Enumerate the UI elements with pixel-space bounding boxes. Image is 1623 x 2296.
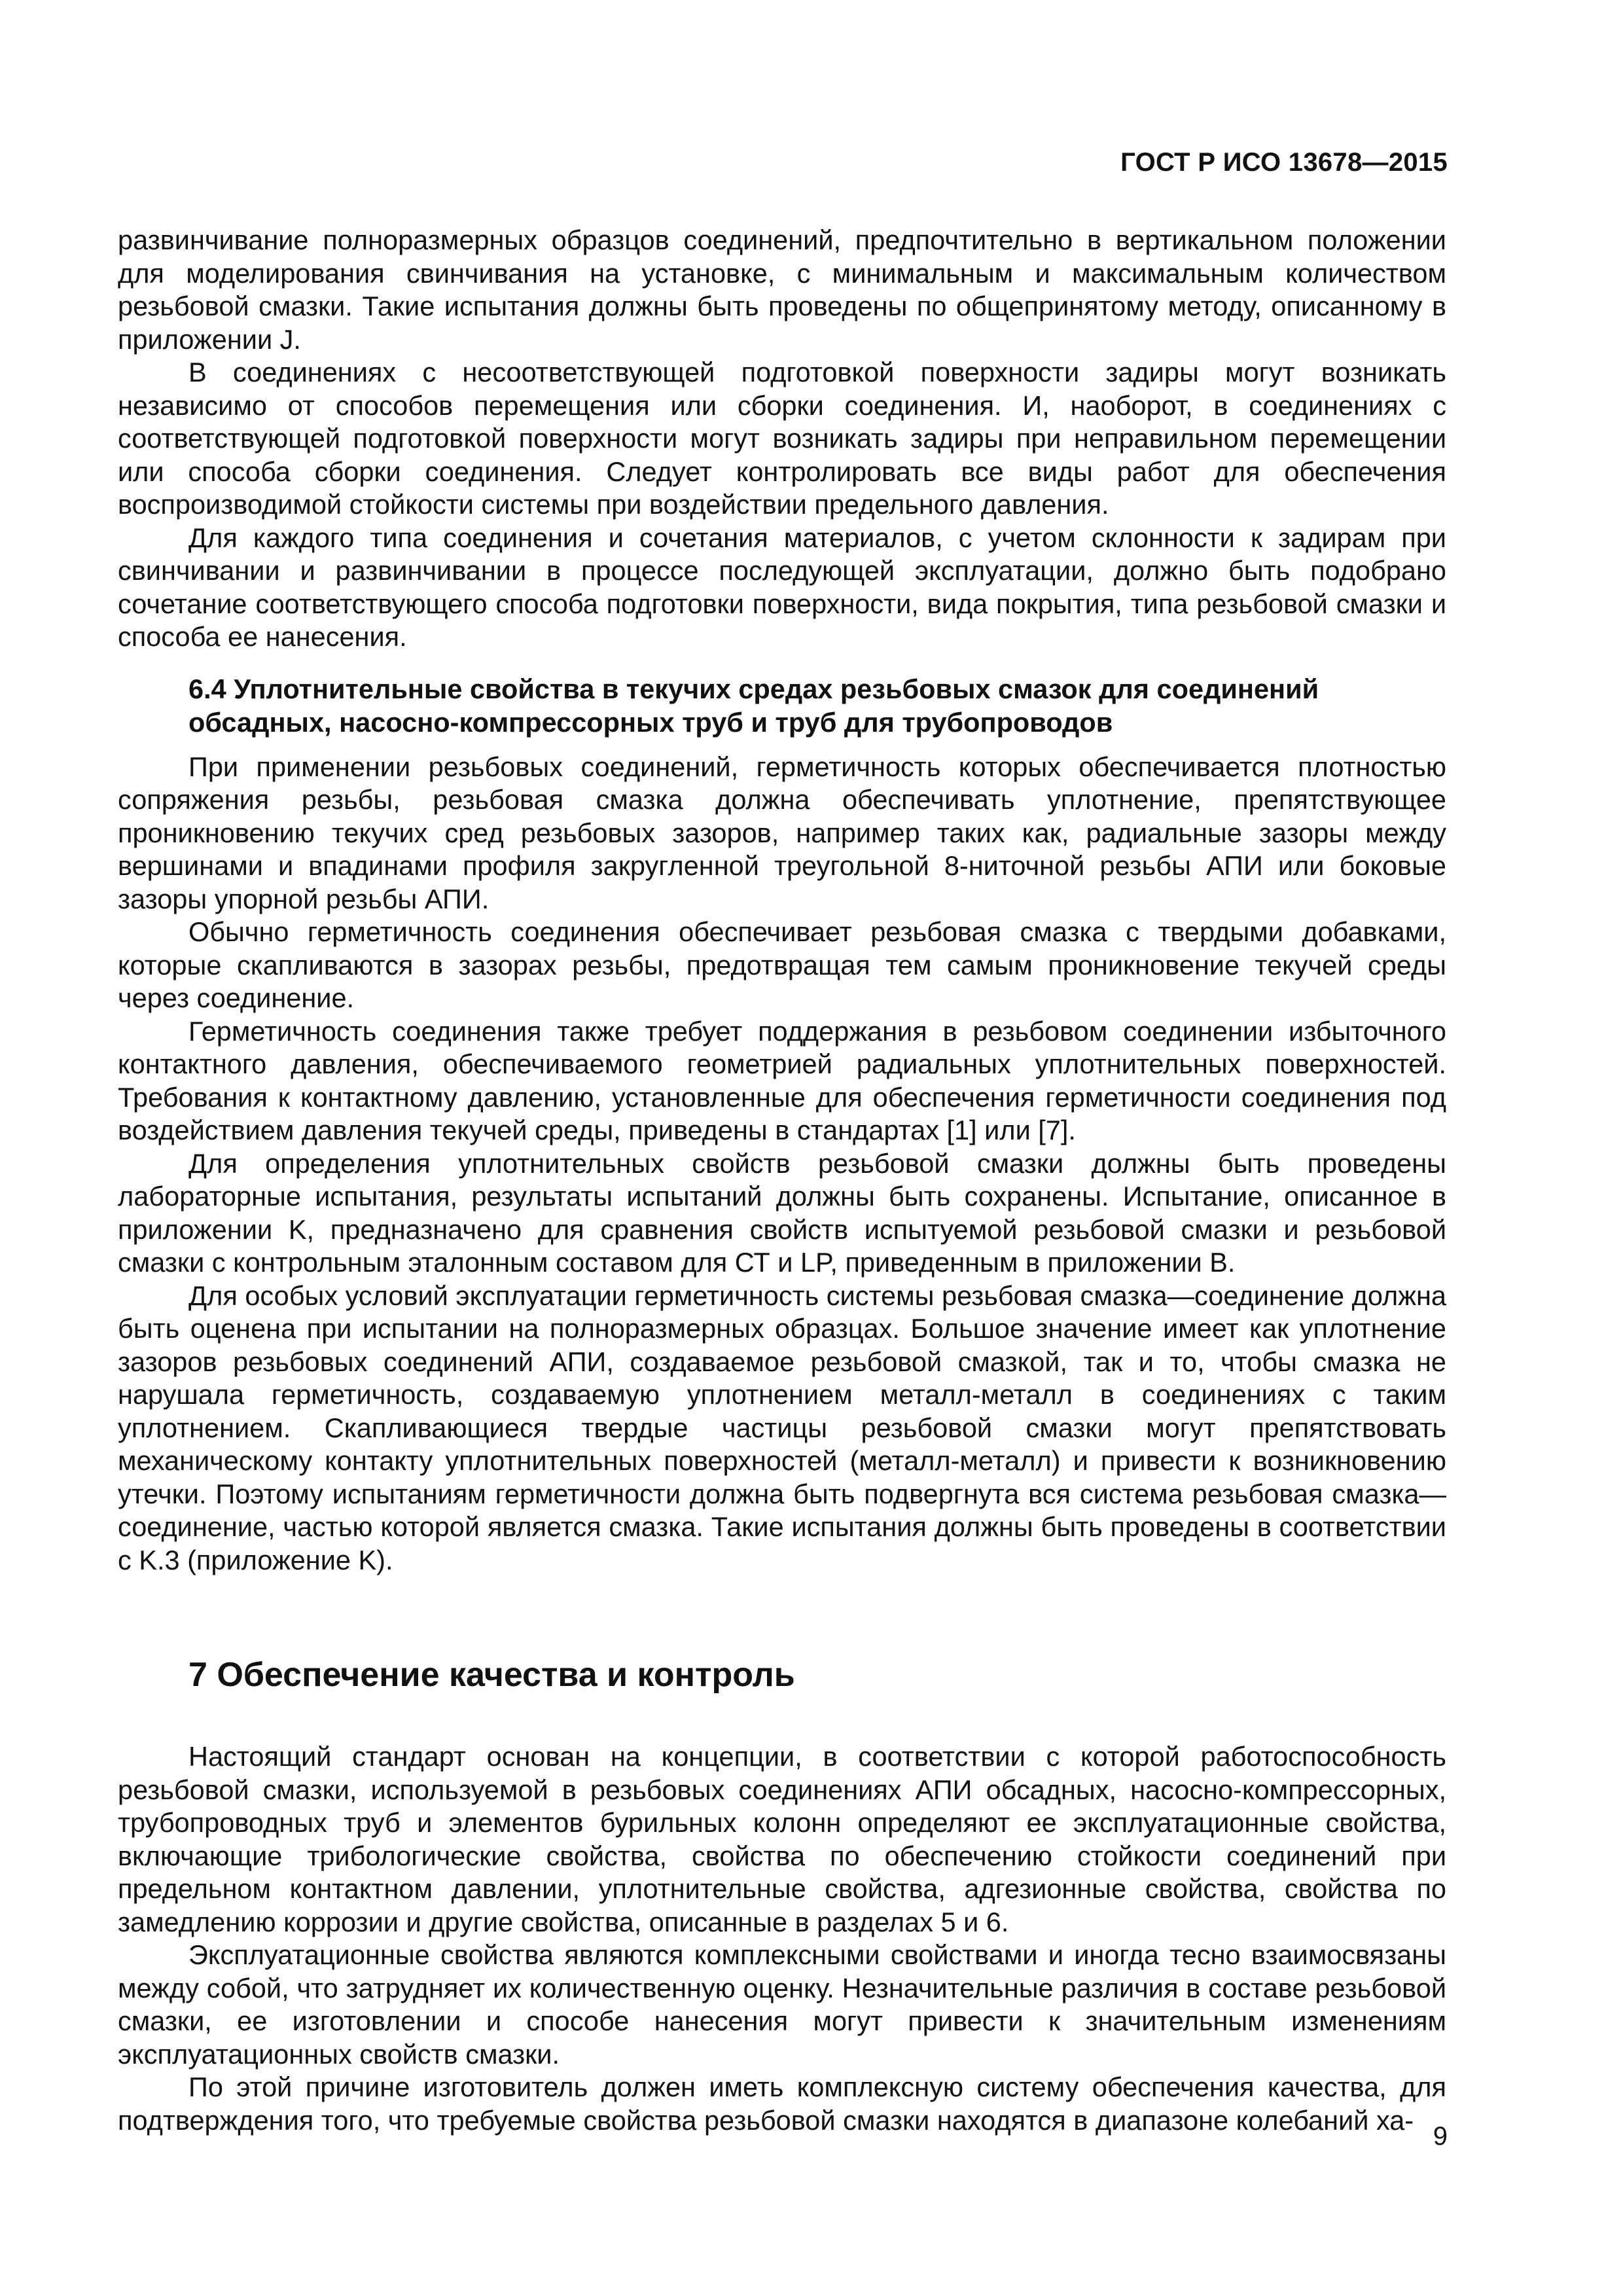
paragraph: Для каждого типа соединения и сочетания материалов, с учетом склонности к задирам при свинчивании и развинчивании в процессе последующей эксплуатации, должно быть подобрано сочетание соответствующего способа подготовки поверхности, вида покрытия, типа резьбовой смазки и способа ее нанесения. <box>118 522 1446 652</box>
paragraph: развинчивание полноразмерных образцов соединений, предпочтительно в вертикальном положении для моделирования свинчивания на установке, с минимальным и максимальным количеством резьбовой смазки. Такие испытания должны быть проведены по общепринятому методу, описанному в приложении J. <box>118 224 1446 355</box>
paragraph: Герметичность соединения также требует поддержания в резьбовом соединении избыточного контактного давления, обеспечиваемого геометрией радиальных уплотнительных поверхностей. Требования к контактному давлению, установленные для обеспечения герметичности соединения под воздействием давления текучей среды, приведены в стандартах [1] или [7]. <box>118 1015 1446 1145</box>
paragraph: Для особых условий эксплуатации герметичность системы резьбовая смазка—соединение должна быть оценена при испытании на полноразмерных образцах. Большое значение имеет как уплотнение зазоров резьбовых соединений АПИ, создаваемое резьбовой смазкой, так и то, чтобы смазка не нарушала герметичность, создаваемую уплотнением металл-металл в соединениях с таким уплотнением. Скапливающиеся твердые частицы резьбовой смазки могут препятствовать механическому контакту уплотнительных поверхностей (металл-металл) и привести к возникновению утечки. Поэтому испытаниям герметичности должна быть подвергнута вся система резьбовая смазка—соединение, частью которой является смазка. Такие испытания должны быть проведены в соответствии с K.3 (приложение K). <box>118 1280 1446 1575</box>
paragraph: Для определения уплотнительных свойств резьбовой смазки должны быть проведены лабораторные испытания, результаты испытаний должны быть сохранены. Испытание, описанное в приложении K, предназначено для сравнения свойств испытуемой резьбовой смазки и резьбовой смазки с контрольным эталонным составом для СТ и LP, приведенным в приложении В. <box>118 1147 1446 1278</box>
paragraph: В соединениях с несоответствующей подготовкой поверхности задиры могут возникать независимо от способов перемещения или сборки соединения. И, наоборот, в соединениях с соответствующей подготовкой поверхности могут возникать задиры при неправильном перемещении или способа сборки соединения. Следует контролировать все виды работ для обеспечения воспроизводимой стойкости системы при воздействии предельного давления. <box>118 357 1446 520</box>
subsection-heading-line: 6.4 Уплотнительные свойства в текучих средах резьбовых смазок для соединений <box>188 673 1319 704</box>
paragraph: Обычно герметичность соединения обеспечивает резьбовая смазка с твердыми добавками, которые скапливаются в зазорах резьбы, предотвращая тем самым проникновение текучей среды через соединение. <box>118 916 1446 1013</box>
section-heading-7: 7 Обеспечение качества и контроль <box>188 1656 795 1694</box>
page-number: 9 <box>1433 2122 1448 2151</box>
subsection-heading-line: обсадных, насосно-компрессорных труб и труб для трубопроводов <box>188 706 1113 738</box>
paragraph: По этой причине изготовитель должен иметь комплексную систему обеспечения качества, для подтверждения того, что требуемые свойства резьбовой смазки находятся в диапазоне колебаний ха- <box>118 2072 1446 2136</box>
subsection-heading-6-4 <box>188 672 1446 739</box>
paragraph: Эксплуатационные свойства являются комплексными свойствами и иногда тесно взаимосвязаны между собой, что затрудняет их количественную оценку. Незначительные различия в составе резьбовой смазки, ее изготовлении и способе нанесения могут привести к значительным изменениям эксплуатационных свойств смазки. <box>118 1939 1446 2070</box>
paragraph: Настоящий стандарт основан на концепции, в соответствии с которой работоспособность резьбовой смазки, используемой в резьбовых соединениях АПИ обсадных, насосно-компрессорных, трубопроводных труб и элементов бурильных колонн определяют ее эксплуатационные свойства, включающие трибологические свойства, свойства по обеспечению стойкости соединений при предельном контактном давлении, уплотнительные свойства, адгезионные свойства, свойства по замедлению коррозии и другие свойства, описанные в разделах 5 и 6. <box>118 1741 1446 1937</box>
paragraph: При применении резьбовых соединений, герметичность которых обеспечивается плотностью сопряжения резьбы, резьбовая смазка должна обеспечивать уплотнение, препятствующее проникновению текучих сред резьбовых зазоров, например таких как, радиальные зазоры между вершинами и впадинами профиля закругленной треугольной 8-ниточной резьбы АПИ или боковые зазоры упорной резьбы АПИ. <box>118 751 1446 914</box>
document-id-header: ГОСТ Р ИСО 13678—2015 <box>1120 148 1448 177</box>
document-body <box>118 224 1446 2137</box>
